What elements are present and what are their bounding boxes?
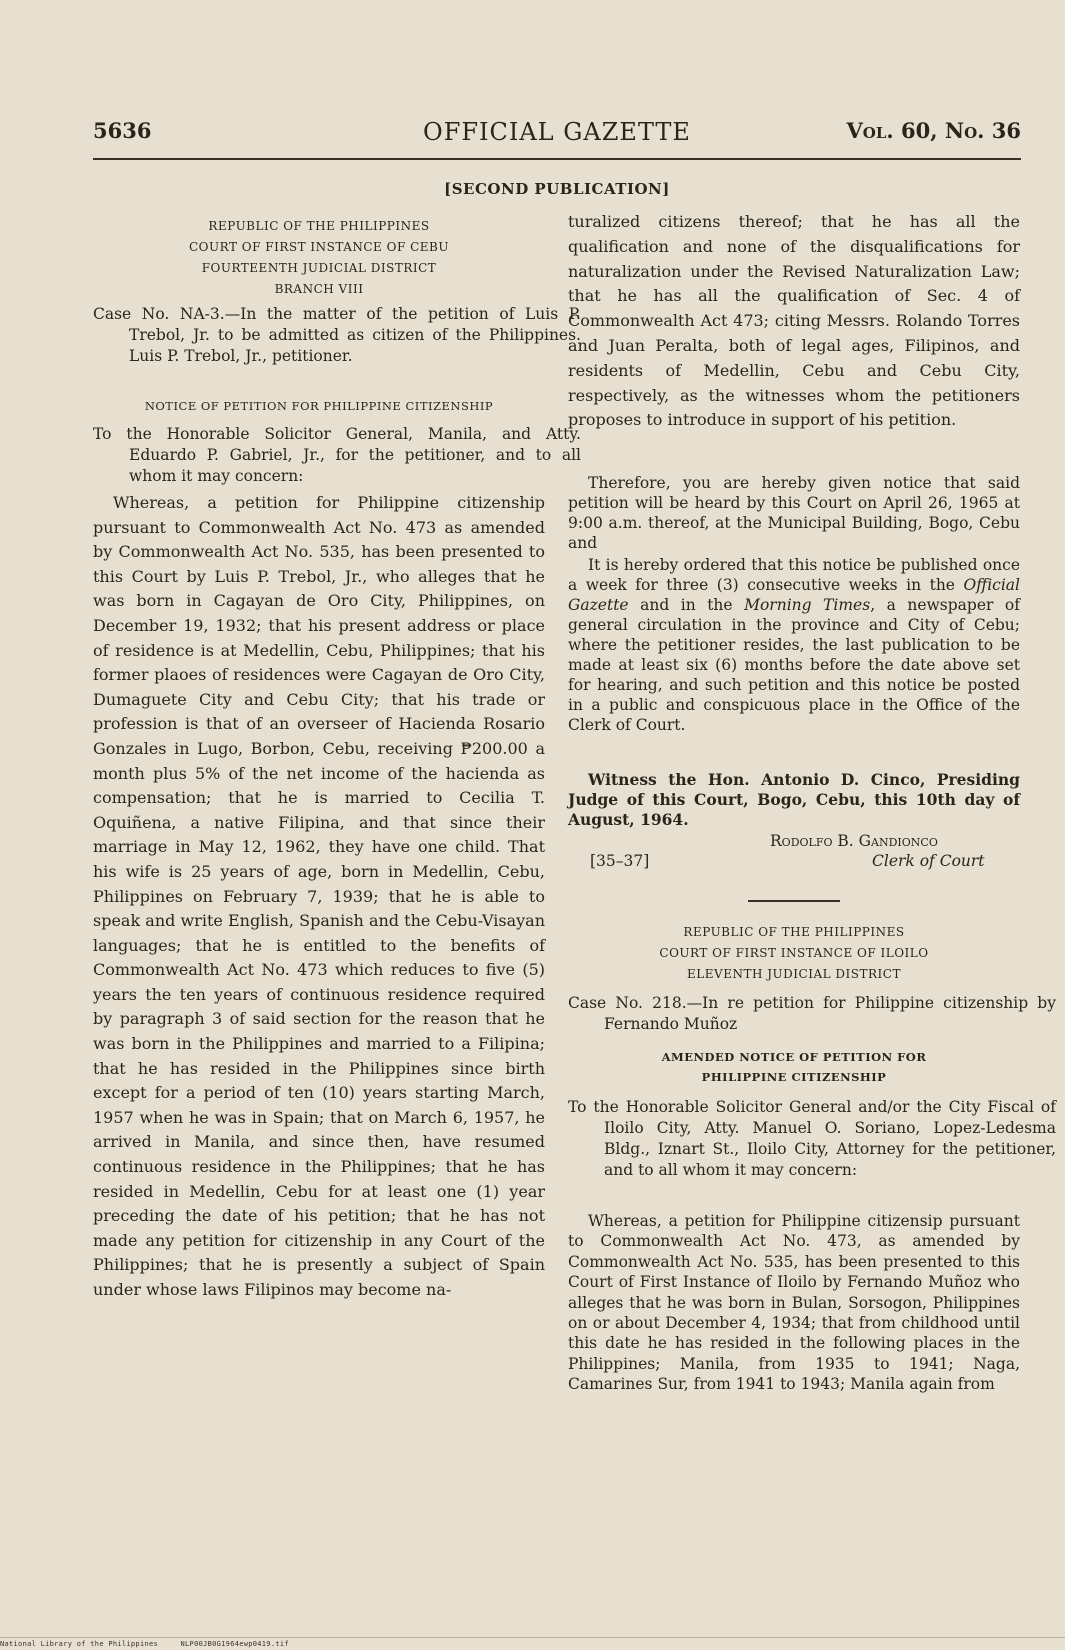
court-line: COURT OF FIRST INSTANCE OF CEBU — [189, 240, 449, 254]
notice-title-line: AMENDED NOTICE OF PETITION FOR — [661, 1050, 927, 1064]
notice-separator — [748, 900, 840, 902]
court-line: BRANCH VIII — [274, 282, 364, 296]
petition-body-left: Whereas, a petition for Philippine citizenship pursuant to Commonwealth Act No. 473 as amended by Commonwealth Act No. 535, has been presented to this Court by Luis P. Trebol, Jr., who alleges that he was born in Cagayan de Oro City, Philippines, on December 19, 1932; that his present address or place of residence is at Medellin, Cebu, Philippines; that his former plaoes of residences were Cagayan de Oro City, Dumaguete City and Cebu City; that his trade or profession is that of an overseer of Hacienda Rosario Gonzales in Lugo, Borbon, Cebu, receiving ₱200.00 a month plus 5% of the net income of the hacienda as compensation; that he is married to Cecilia T. Oquiñena, a native Filipina, and that since their marriage in May 12, 1962, they have one child. That his wife is 25 years of age, born in Medellin, Cebu, Philippines on February 7, 1939; that he is able to speak and write English, Spanish and the Cebu-Visayan languages; that he is entitled to the benefits of Commonwealth Act No. 473 which reduces to five (5) years the ten years of continuous residence required by paragraph 3 of said section for the reason that he was born in the Philippines and married to a Filipina; that he has resided in the Philippines since birth except for a period of ten (10) years starting March, 1957 when he was in Spain; that on March 6, 1957, he arrived in Manila, and since then, have resumed continuous residence in the Philippines; that he has resided in Medellin, Cebu for at least one (1) year preceding the date of his petition; that he has not made any petition for citizenship in any Court of the Philippines; that he is presently a subject of Spain under whose laws Filipinos may become na- — [93, 493, 545, 1299]
order-text: and in the — [628, 596, 745, 614]
gazette-title: OFFICIAL GAZETTE — [423, 118, 691, 146]
issue-reference: [35–37] — [590, 852, 650, 870]
hearing-notice: Therefore, you are hereby given notice that said petition will be heard by this Court on April 26, 1965 at 9:00 a.m. thereof, at the Municipal Building, Bogo, Cebu and — [568, 474, 1020, 552]
court-line: REPUBLIC OF THE PHILIPPINES — [683, 925, 905, 939]
header-rule — [93, 158, 1021, 160]
court-line: FOURTEENTH JUDICIAL DISTRICT — [201, 261, 437, 275]
court-line: REPUBLIC OF THE PHILIPPINES — [208, 219, 430, 233]
petition-body-right: turalized citizens thereof; that he has all the qualification and none of the disqualifications for naturalization under the Revised Naturalization Law; that he has all the qualification of Sec. 4 of Commonwealth Act 473; citing Messrs. Rolando Torres and Juan Peralta, both of legal ages, Filipinos, and residents of Medellin, Cebu and Cebu City, respectively, as the witnesses whom the petitioners proposes to introduce in support of his petition. — [568, 212, 1020, 430]
address-line-iloilo: To the Honorable Solicitor General and/or the City Fiscal of Iloilo City, Atty. Manuel O. Soriano, Lopez-Ledesma Bldg., Iznart St., Iloilo City, Attorney for the petitioner, and to all whom it may concern: — [568, 1098, 1056, 1179]
page-header — [93, 118, 1021, 152]
court-heading-cebu — [93, 216, 545, 300]
petition-body-iloilo: Whereas, a petition for Philippine citizensip pursuant to Commonwealth Act No. 473, as amended by Commonwealth Act No. 535, has been presented to this Court of First Instance of Iloilo by Fernando Muñoz who alleges that he was born in Bulan, Sorsogon, Philippines on or about December 4, 1934; that from childhood until this date he has resided in the following places in the Philippines; Manila, from 1935 to 1941; Naga, Camarines Sur, from 1941 to 1943; Manila again from — [568, 1212, 1020, 1394]
address-line-cebu: To the Honorable Solicitor General, Manila, and Atty. Eduardo P. Gabriel, Jr., for the petitioner, and to all whom it may concern: — [93, 425, 581, 485]
case-caption-na3: Case No. NA-3.—In the matter of the petition of Luis P. Trebol, Jr. to be admitted as citizen of the Philippines. Luis P. Trebol, Jr., petitioner. — [93, 305, 581, 365]
file-name: NLP00JB0G1964ewp0419.tif — [180, 1640, 289, 1648]
library-credit: National Library of the Philippines — [0, 1640, 159, 1648]
volume-number: Vol. 60, No. 36 — [846, 118, 1021, 143]
signatory-title: Clerk of Court — [872, 852, 985, 870]
order-text: , a newspaper of general circulation in the province and City of Cebu; where the petitioner resides, the last publication to be made at least six (6) months before the date above set for hearing, and such petition and this notice be posted in a public and conspicuous place in the Office of the Clerk of Court. — [568, 596, 1020, 734]
notice-title-cebu: NOTICE OF PETITION FOR PHILIPPINE CITIZENSHIP — [144, 399, 494, 413]
page-number: 5636 — [93, 118, 152, 143]
order-text: It is hereby ordered that this notice be published once a week for three (3) consecutive weeks in the — [568, 556, 1020, 594]
publication-mark: [SECOND PUBLICATION] — [444, 180, 670, 198]
scan-bottom-line — [0, 1637, 1065, 1638]
notice-title-line: PHILIPPINE CITIZENSHIP — [701, 1070, 887, 1084]
witness-clause: Witness the Hon. Antonio D. Cinco, Presiding Judge of this Court, Bogo, Cebu, this 10th day of August, 1964. — [568, 770, 1020, 829]
court-line: ELEVENTH JUDICIAL DISTRICT — [687, 967, 901, 981]
scan-footer — [0, 1640, 307, 1648]
signatory-name: Rodolfo B. Gandionco — [770, 832, 938, 850]
official-gazette-name: Official Gazette — [568, 576, 1020, 614]
court-line: COURT OF FIRST INSTANCE OF ILOILO — [659, 946, 929, 960]
case-caption-218: Case No. 218.—In re petition for Philippine citizenship by Fernando Muñoz — [568, 994, 1056, 1033]
publication-order — [568, 555, 1020, 735]
morning-times-name: Morning Times — [744, 596, 871, 614]
court-heading-iloilo — [568, 922, 1020, 985]
notice-title-iloilo — [568, 1047, 1020, 1087]
